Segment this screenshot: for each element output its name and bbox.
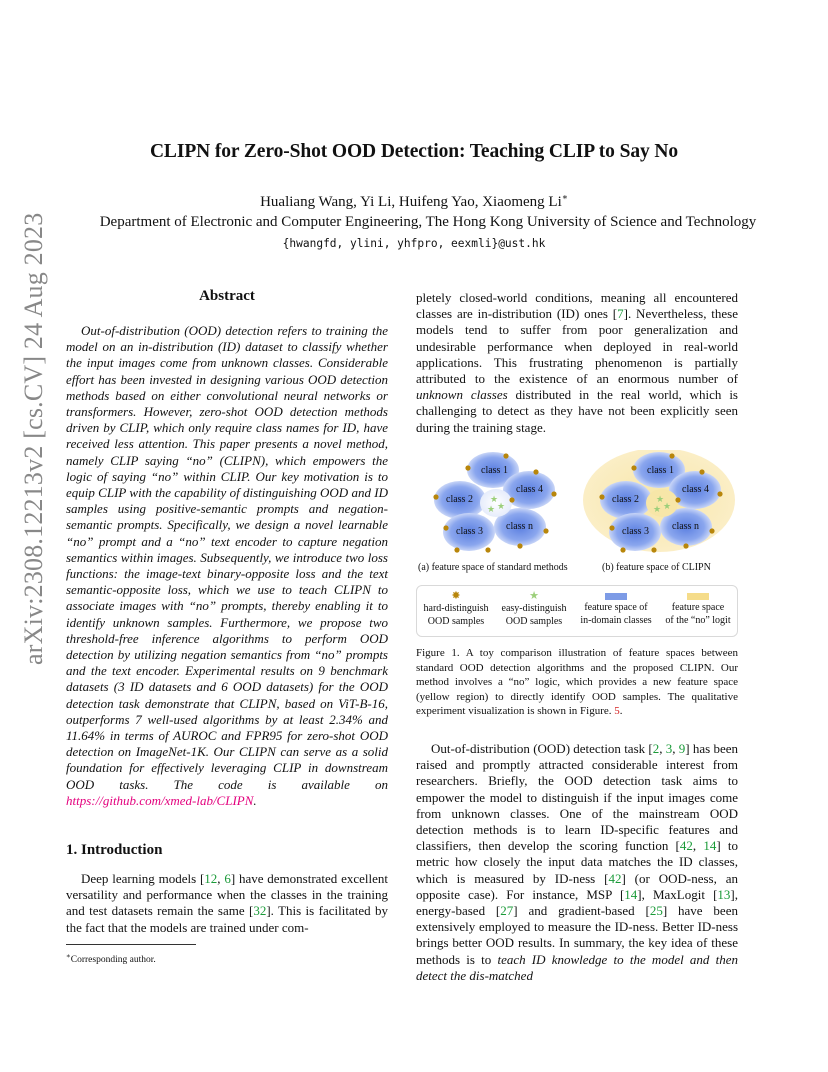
intro-text: Deep learning models [ <box>81 871 205 886</box>
blue-swatch-icon <box>605 593 627 600</box>
citation-link[interactable]: 3 <box>665 741 673 756</box>
intro-continuation <box>416 290 738 436</box>
intro-text: ] have demonstrated excellent versatility and performance when the classes in the training and test datasets remain the same [ <box>66 871 389 919</box>
legend-hard-ood <box>419 590 493 628</box>
svg-text:★: ★ <box>497 501 506 511</box>
intro-text: ]. Nevertheless, these models tend to suffer from poor generalization and undesirable performance when deployed in real-world applications. This frustrating phenomenon is partially attributed to the existence of an enormous number of <box>416 306 738 387</box>
body-text: ] to metric how closely the input data matches the ID classes, which is measured by ID-ness [ <box>416 838 738 886</box>
citation-link[interactable]: 14 <box>624 886 638 902</box>
svg-text:★: ★ <box>490 494 499 504</box>
author-footnote-mark: ∗ <box>561 192 568 202</box>
svg-text:★: ★ <box>656 494 665 504</box>
panel-a-class-label: class 3 <box>456 526 483 537</box>
code-link[interactable]: https://github.com/xmed-lab/CLIPN <box>66 792 254 808</box>
emphasis-text: teach ID knowledge to the model and then detect the dis-matched <box>416 951 738 983</box>
figure-1-caption <box>416 646 738 719</box>
caption-text: Figure 1. A toy comparison illustration of feature spaces between standard OOD detection algorithms and the proposed CLIPN. Our method involves a “no” logic, which provides a new feature space (yellow region) to directly identify OOD samples. The qualitative experiment visualization is shown in Figure. <box>416 647 738 717</box>
intro-text: pletely closed-world conditions, meaning all encountered classes are in-distribution (ID) ones [ <box>416 290 738 322</box>
abstract-heading: Abstract <box>199 288 255 304</box>
body-text: ] (or OOD-ness, an opposite case). For instance, MSP [ <box>416 870 739 902</box>
yellow-swatch-icon <box>687 593 709 600</box>
citation-link[interactable]: 2 <box>652 741 660 756</box>
legend-label: feature space <box>671 602 725 613</box>
caption-end: . <box>619 705 623 717</box>
citation-link[interactable]: 9 <box>678 741 686 756</box>
svg-text:★: ★ <box>487 504 496 514</box>
body-text: ] and gradient-based [ <box>513 903 650 919</box>
affiliation: Department of Electronic and Computer Engineering, The Hong Kong University of Science and Technology <box>99 214 757 230</box>
panel-b-class-label: class 4 <box>682 484 709 495</box>
legend-label: feature space of <box>584 602 648 613</box>
legend-label: OOD samples <box>427 615 485 627</box>
citation-link[interactable]: 42 <box>679 838 693 854</box>
body-text: ] have been extensively employed to measure the ID-ness. Better ID-ness brings better OOD results. In summary, the key idea of these methods is to <box>416 903 738 967</box>
authors-text: Hualiang Wang, Yi Li, Huifeng Yao, Xiaomeng Li <box>260 194 562 210</box>
footnote-text: Corresponding author. <box>70 955 156 966</box>
arxiv-identifier: arXiv:2308.12213v2 [cs.CV] 24 Aug 2023 <box>19 212 48 665</box>
intro-paragraph <box>66 871 388 936</box>
easy-ood-star-icon: ★ <box>529 590 539 602</box>
section-heading-introduction: 1. Introduction <box>66 842 163 858</box>
citation-link[interactable]: 27 <box>500 903 514 919</box>
panel-a-class-label: class 1 <box>481 465 508 476</box>
abstract-text: Out-of-distribution (OOD) detection refers to training the model on an in-distribution (ID) dataset to classify whether the input images come from unknown classes. Considerable effort has been invested in designing various OOD detection methods based on either convolutional neural networks or transformers. However, zero-shot OOD detection methods driven by CLIP, which only require class names for ID, have received less attention. This paper presents a novel method, namely CLIP saying “no” (CLIPN), which empowers the logic of saying “no” within CLIP. Our key motivation is to equip CLIP with the capability of distinguishing OOD and ID samples using positive-semantic prompts and negation-semantic prompts. Specifically, we design a novel learnable “no” prompt and a “no” text encoder to capture negation semantics within images. Subsequently, we introduce two loss functions: the image-text binary-opposite loss and the text semantic-opposite loss, which we use to teach CLIPN to associate images with “no” prompts, thereby enabling it to identify unknown samples. Furthermore, we propose two threshold-free inference algorithms to perform OOD detection by utilizing negation semantics from “no” prompts and the text encoder. Experimental results on 9 benchmark datasets (3 ID datasets and 6 OOD datasets) for the OOD detection task demonstrate that CLIPN, based on ViT-B-16, outperforms 7 well-used algorithms by at least 2.34% and 11.64% in terms of AUROC and FPR95 for zero-shot OOD detection on ImageNet-1K. Our CLIPN can serve as a solid foundation for effectively leveraging CLIP in downstream OOD tasks. The code is available on <box>66 323 388 792</box>
intro-text: distributed in the real world, which is challenging to detect as they have not been explicitly seen during the training stage. <box>416 387 738 435</box>
legend-label: hard-distinguish <box>423 603 489 614</box>
paper-title: CLIPN for Zero-Shot OOD Detection: Teaching CLIP to Say No <box>149 141 679 162</box>
figure-ref-link[interactable]: 5 <box>614 705 620 717</box>
citation-link[interactable]: 7 <box>617 306 624 322</box>
panel-b-class-label: class 1 <box>647 465 674 476</box>
body-text: Out-of-distribution (OOD) detection task [ <box>431 741 653 756</box>
abstract-end: . <box>253 792 257 808</box>
citation-link[interactable]: 14 <box>703 838 717 854</box>
svg-text:★: ★ <box>663 501 672 511</box>
emphasis-unknown-classes: unknown classes <box>416 387 508 403</box>
legend-label: easy-distinguish <box>501 603 567 614</box>
svg-text:★: ★ <box>653 504 662 514</box>
author-emails: {hwangfd, ylini, yhfpro, eexmli}@ust.hk <box>282 237 546 250</box>
hard-ood-marker-icon: ✸ <box>451 590 461 602</box>
panel-b-class-label: class 3 <box>622 526 649 537</box>
panel-b-class-label: class n <box>672 521 699 532</box>
legend-label: OOD samples <box>505 615 563 627</box>
body-text: ], MaxLogit [ <box>637 886 718 902</box>
citation-link[interactable]: 25 <box>649 903 663 919</box>
abstract-body <box>66 323 388 809</box>
body-text: ] has been raised and promptly attracted considerable interest from researchers. Briefly, the OOD detection task aims to empower the model to distinguish if the input images come from unknown classes. One of the mainstream OOD detection methods is to learn ID-specific features and classifiers, then develop the scoring function [ <box>416 741 738 854</box>
legend-no-logit <box>659 590 737 627</box>
citation-link[interactable]: 6 <box>224 871 231 886</box>
sep: , <box>217 871 225 886</box>
footnote-rule <box>66 944 196 945</box>
body-text: ], energy-based [ <box>416 886 738 919</box>
panel-a-class-label: class n <box>506 521 533 532</box>
panel-b-caption: (b) feature space of CLIPN <box>602 562 711 573</box>
intro-text: ]. This is facilitated by the fact that the models are trained under com- <box>66 903 388 935</box>
figure-legend <box>416 585 738 637</box>
panel-b-class-label: class 2 <box>612 494 639 505</box>
panel-a-class-label: class 2 <box>446 494 473 505</box>
citation-link[interactable]: 42 <box>608 870 622 886</box>
citation-link[interactable]: 32 <box>253 903 267 919</box>
author-list <box>0 192 828 211</box>
footnote <box>66 952 156 965</box>
intro-paragraph-2 <box>416 741 738 984</box>
sep: , <box>672 741 679 756</box>
legend-label: of the “no” logit <box>665 614 731 626</box>
sep: , <box>692 838 704 854</box>
panel-a-caption: (a) feature space of standard methods <box>418 562 568 573</box>
citation-link[interactable]: 12 <box>204 871 218 886</box>
panel-a-class-label: class 4 <box>516 484 543 495</box>
legend-easy-ood <box>497 590 571 628</box>
sep: , <box>659 741 666 756</box>
legend-in-domain <box>575 590 657 627</box>
footnote-mark: ∗ <box>66 952 71 960</box>
citation-link[interactable]: 13 <box>717 886 731 902</box>
legend-label: in-domain classes <box>580 614 652 626</box>
